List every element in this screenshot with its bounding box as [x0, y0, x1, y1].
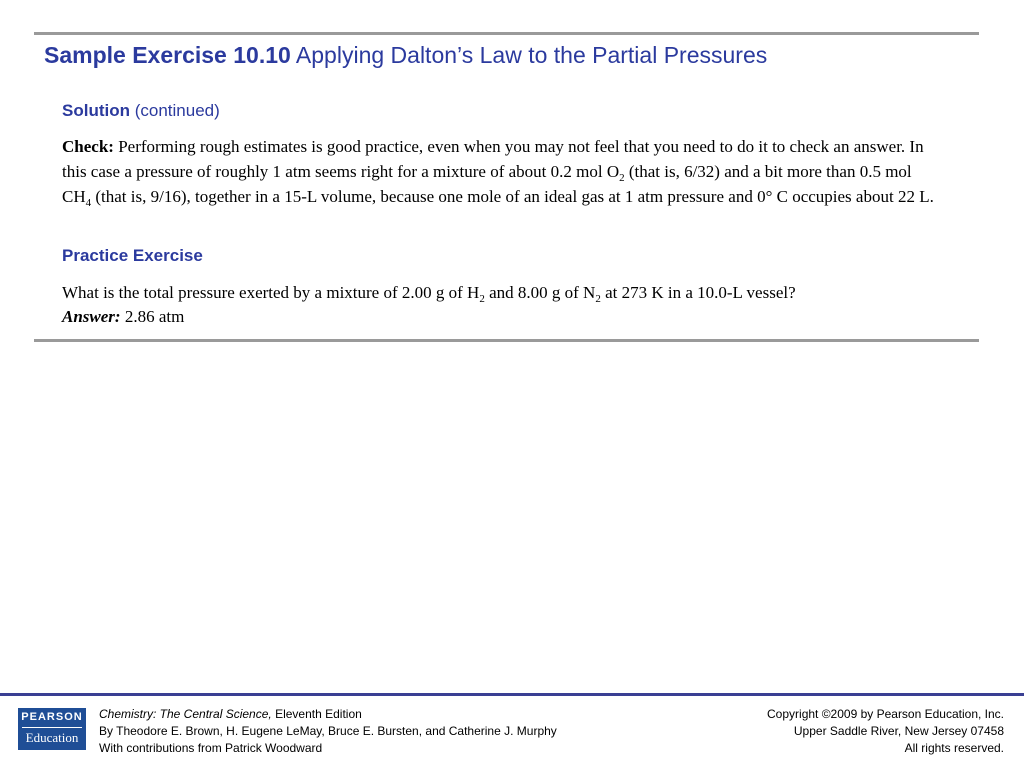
logo-top-text: PEARSON	[21, 711, 83, 723]
footer-divider	[0, 693, 1024, 696]
practice-label: Practice Exercise	[62, 246, 203, 265]
rights-reserved: All rights reserved.	[904, 741, 1004, 755]
book-contributions: With contributions from Patrick Woodward	[99, 741, 323, 755]
title-exercise-number: Sample Exercise 10.10	[44, 42, 291, 68]
copyright-line: Copyright ©2009 by Pearson Education, Inc.	[767, 707, 1004, 721]
check-text-3: (that is, 9/16), together in a 15-L volume, because one mole of an ideal gas at 1 atm pressure and 0° C occupies about 22 L.	[95, 187, 934, 206]
practice-paragraph	[62, 281, 942, 329]
check-text-2: (that is, 6/32) and a bit more than 0.5 mol CH	[62, 162, 912, 206]
solution-heading	[62, 101, 220, 121]
bottom-divider	[34, 339, 979, 342]
title-topic: Applying Dalton’s Law to the Partial Pressures	[295, 42, 768, 68]
solution-suffix: (continued)	[134, 101, 220, 120]
question-text-3: at 273 K in a 10.0-L vessel?	[605, 283, 796, 302]
practice-question	[62, 281, 942, 305]
check-label: Check:	[62, 137, 114, 156]
solution-label: Solution	[62, 101, 130, 120]
pearson-logo	[18, 708, 86, 750]
logo-bottom-text: Education	[25, 730, 79, 745]
practice-heading	[62, 246, 203, 266]
question-subscript-2: 2	[595, 293, 601, 305]
book-authors: By Theodore E. Brown, H. Eugene LeMay, Bruce E. Bursten, and Catherine J. Murphy	[99, 724, 557, 738]
question-text-1: What is the total pressure exerted by a mixture of 2.00 g of H	[62, 283, 480, 302]
question-subscript-1: 2	[479, 293, 485, 305]
top-divider	[34, 32, 979, 35]
book-title: Chemistry: The Central Science,	[99, 707, 272, 721]
footer-copyright	[684, 706, 1004, 757]
check-text-1: Performing rough estimates is good practice, even when you may not feel that you need to do it to check an answer. In this case a pressure of roughly 1 atm seems right for a mixture of about 0.2 mol O	[62, 137, 924, 181]
answer-label: Answer:	[62, 307, 121, 326]
answer-value: 2.86 atm	[124, 307, 185, 326]
check-subscript-1: 2	[619, 172, 625, 184]
check-paragraph	[62, 134, 942, 209]
publisher-address: Upper Saddle River, New Jersey 07458	[793, 724, 1004, 738]
question-text-2: and 8.00 g of N	[489, 283, 596, 302]
slide-title	[44, 42, 974, 69]
footer-citation	[99, 706, 659, 757]
practice-answer	[62, 305, 942, 329]
book-edition: Eleventh Edition	[275, 707, 362, 721]
citation-title-line	[99, 706, 659, 723]
logo-bar	[22, 727, 82, 728]
check-subscript-2: 4	[85, 197, 92, 209]
